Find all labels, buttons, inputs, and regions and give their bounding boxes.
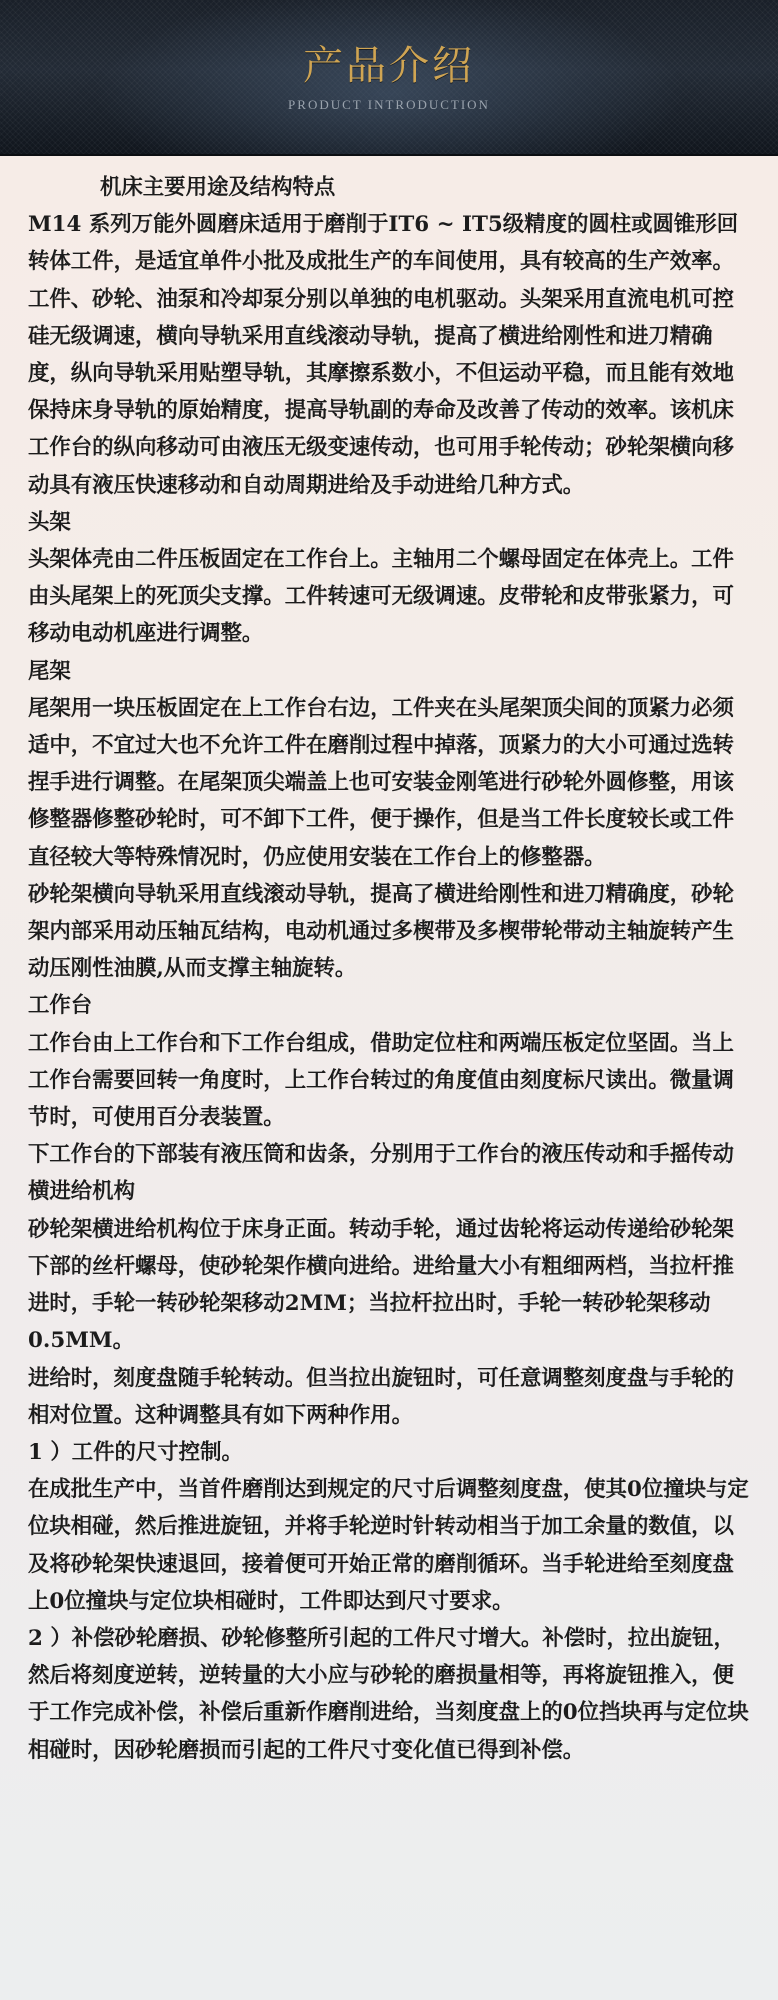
paragraph-wheelhead: 砂轮架横向导轨采用直线滚动导轨，提高了横进给刚性和进刀精确度，砂轮架内部采用动压轴瓦结构，电动机通过多楔带及多楔带轮带动主轴旋转产生动压刚性油膜,从而支撑主轴旋转。 (28, 881, 734, 982)
paragraph-tailstock: 尾架用一块压板固定在上工作台右边，工件夹在头尾架顶尖间的顶紧力必须适中，不宜过大也不允许工件在磨削过程中掉落，顶紧力的大小可通过选转捏手进行调整。在尾架顶尖端盖上也可安装金刚笔进行砂轮外圆修整，用该修整器修整砂轮时，可不卸下工件，便于操作，但是当工件长度较长或工件直径较大等特殊情况时，仍应使用安装在工作台上的修整器。 (28, 695, 734, 870)
list-item-size-control: 1 ）工件的尺寸控制。 (28, 1439, 243, 1465)
paragraph-dial: 进给时，刻度盘随手轮转动。但当拉出旋钮时，可任意调整刻度盘与手轮的相对位置。这种调整具有如下两种作用。 (28, 1365, 734, 1428)
page-title: 产品介绍 (303, 43, 475, 89)
header-banner (0, 0, 778, 156)
section-heading-tailstock: 尾架 (28, 658, 71, 684)
section-heading-cross-feed: 横进给机构 (28, 1179, 135, 1205)
section-heading-worktable: 工作台 (28, 993, 93, 1019)
list-item-compensation: 2 ）补偿砂轮磨损、砂轮修整所引起的工件尺寸增大。补偿时，拉出旋钮，然后将刻度逆转，逆转量的大小应与砂轮的磨损量相等，再将旋钮推入，便于工作完成补偿，补偿后重新作磨削进给，当刻度盘上的0位挡块再与定位块相碰时，因砂轮磨损而引起的工件尺寸变化值已得到补偿。 (28, 1625, 749, 1763)
product-description (0, 156, 778, 2000)
section-heading-headstock: 头架 (28, 509, 71, 535)
section-heading-main: 机床主要用途及结构特点 (100, 175, 336, 200)
paragraph-lower-table: 下工作台的下部装有液压筒和齿条，分别用于工作台的液压传动和手摇传动 (28, 1142, 734, 1168)
description-text (28, 169, 753, 1769)
paragraph-worktable: 工作台由上工作台和下工作台组成，借助定位柱和两端压板定位坚固。当上工作台需要回转一角度时，上工作台转过的角度值由刻度标尺读出。微量调节时，可使用百分表装置。 (28, 1030, 734, 1131)
paragraph-headstock: 头架体壳由二件压板固定在工作台上。主轴用二个螺母固定在体壳上。工件由头尾架上的死顶尖支撑。工件转速可无级调速。皮带轮和皮带张紧力，可移动电动机座进行调整。 (28, 547, 734, 647)
paragraph-cross-feed: 砂轮架横进给机构位于床身正面。转动手轮，通过齿轮将运动传递给砂轮架下部的丝杆螺母，使砂轮架作横向进给。进给量大小有粗细两档，当拉杆推进时，手轮一转砂轮架移动2MM；当拉杆拉出时，手轮一转砂轮架移动0.5MM。 (28, 1216, 734, 1354)
page-subtitle: PRODUCT INTRODUCTION (288, 97, 490, 112)
paragraph-size-control: 在成批生产中，当首件磨削达到规定的尺寸后调整刻度盘，使其0位撞块与定位块相碰，然后推进旋钮，并将手轮逆时针转动相当于加工余量的数值，以及将砂轮架快速退回，接着便可开始正常的磨削循环。当手轮进给至刻度盘上0位撞块与定位块相碰时，工件即达到尺寸要求。 (28, 1477, 749, 1614)
paragraph-overview: M14 系列万能外圆磨床适用于磨削于IT6 ~ IT5级精度的圆柱或圆锥形回转体工件，是适宜单件小批及成批生产的车间使用，具有较高的生产效率。工件、砂轮、油泵和冷却泵分别以单独的电机驱动。头架采用直流电机可控硅无级调速，横向导轨采用直线滚动导轨，提高了横进给刚性和进刀精确度，纵向导轨采用贴塑导轨，其摩擦系数小，不但运动平稳，而且能有效地保持床身导轨的原始精度，提高导轨副的寿命及改善了传动的效率。该机床工作台的纵向移动可由液压无级变速传动，也可用手轮传动；砂轮架横向移动具有液压快速移动和自动周期进给及手动进给几种方式。 (28, 212, 739, 498)
